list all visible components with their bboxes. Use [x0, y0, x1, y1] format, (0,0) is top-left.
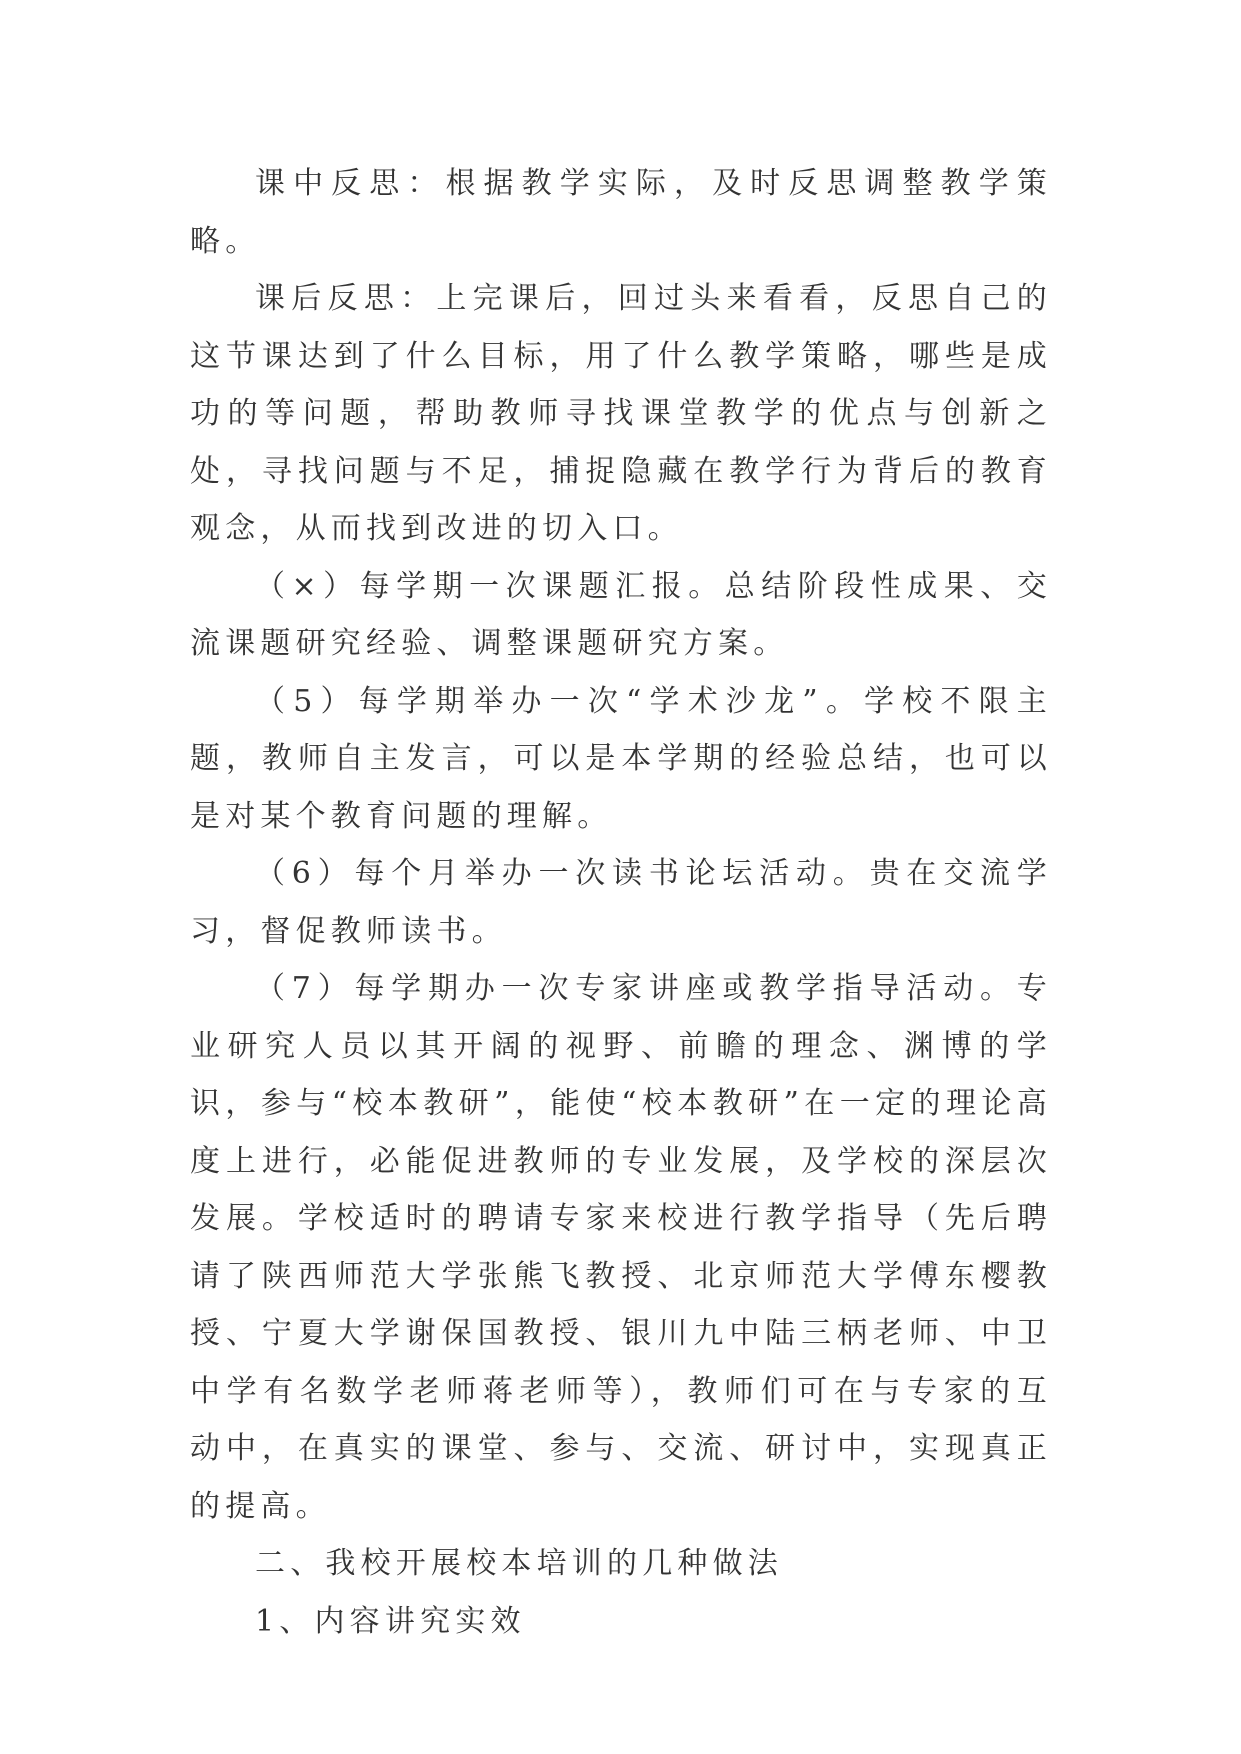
paragraph-after-class-reflection: 课后反思：上完课后，回过头来看看，反思自己的这节课达到了什么目标，用了什么教学策略，哪些是成功的等问题，帮助教师寻找课堂教学的优点与创新之处，寻找问题与不足，捕捉隐藏在教学行为背后的教育观念，从而找到改进的切入口。: [190, 281, 1052, 546]
paragraph-academic-salon: （5）每学期举办一次“学术沙龙”。学校不限主题，教师自主发言，可以是本学期的经验总结，也可以是对某个教育问题的理解。: [190, 683, 1052, 834]
paragraph-topic-report: （×）每学期一次课题汇报。总结阶段性成果、交流课题研究经验、调整课题研究方案。: [190, 568, 1052, 661]
paragraph-in-class-reflection: 课中反思：根据教学实际，及时反思调整教学策略。: [190, 166, 1052, 259]
section-heading: 二、我校开展校本培训的几种做法: [255, 1546, 783, 1581]
paragraph-expert-lectures: （7）每学期办一次专家讲座或教学指导活动。专业研究人员以其开阔的视野、前瞻的理念、渊博的学识，参与“校本教研”，能使“校本教研”在一定的理论高度上进行，必能促进教师的专业发展，及学校的深层次发展。学校适时的聘请专家来校进行教学指导（先后聘请了陕西师范大学张熊飞教授、北京师范大学傅东樱教授、宁夏大学谢保国教授、银川九中陆三柄老师、中卫中学有名数学老师蒋老师等），教师们可在与专家的互动中，在真实的课堂、参与、交流、研讨中，实现真正的提高。: [190, 971, 1052, 1524]
paragraph-reading-forum: （6）每个月举办一次读书论坛活动。贵在交流学习，督促教师读书。: [190, 856, 1052, 949]
subsection-heading: 1、内容讲究实效: [255, 1603, 526, 1639]
document-page: [190, 155, 1052, 1650]
